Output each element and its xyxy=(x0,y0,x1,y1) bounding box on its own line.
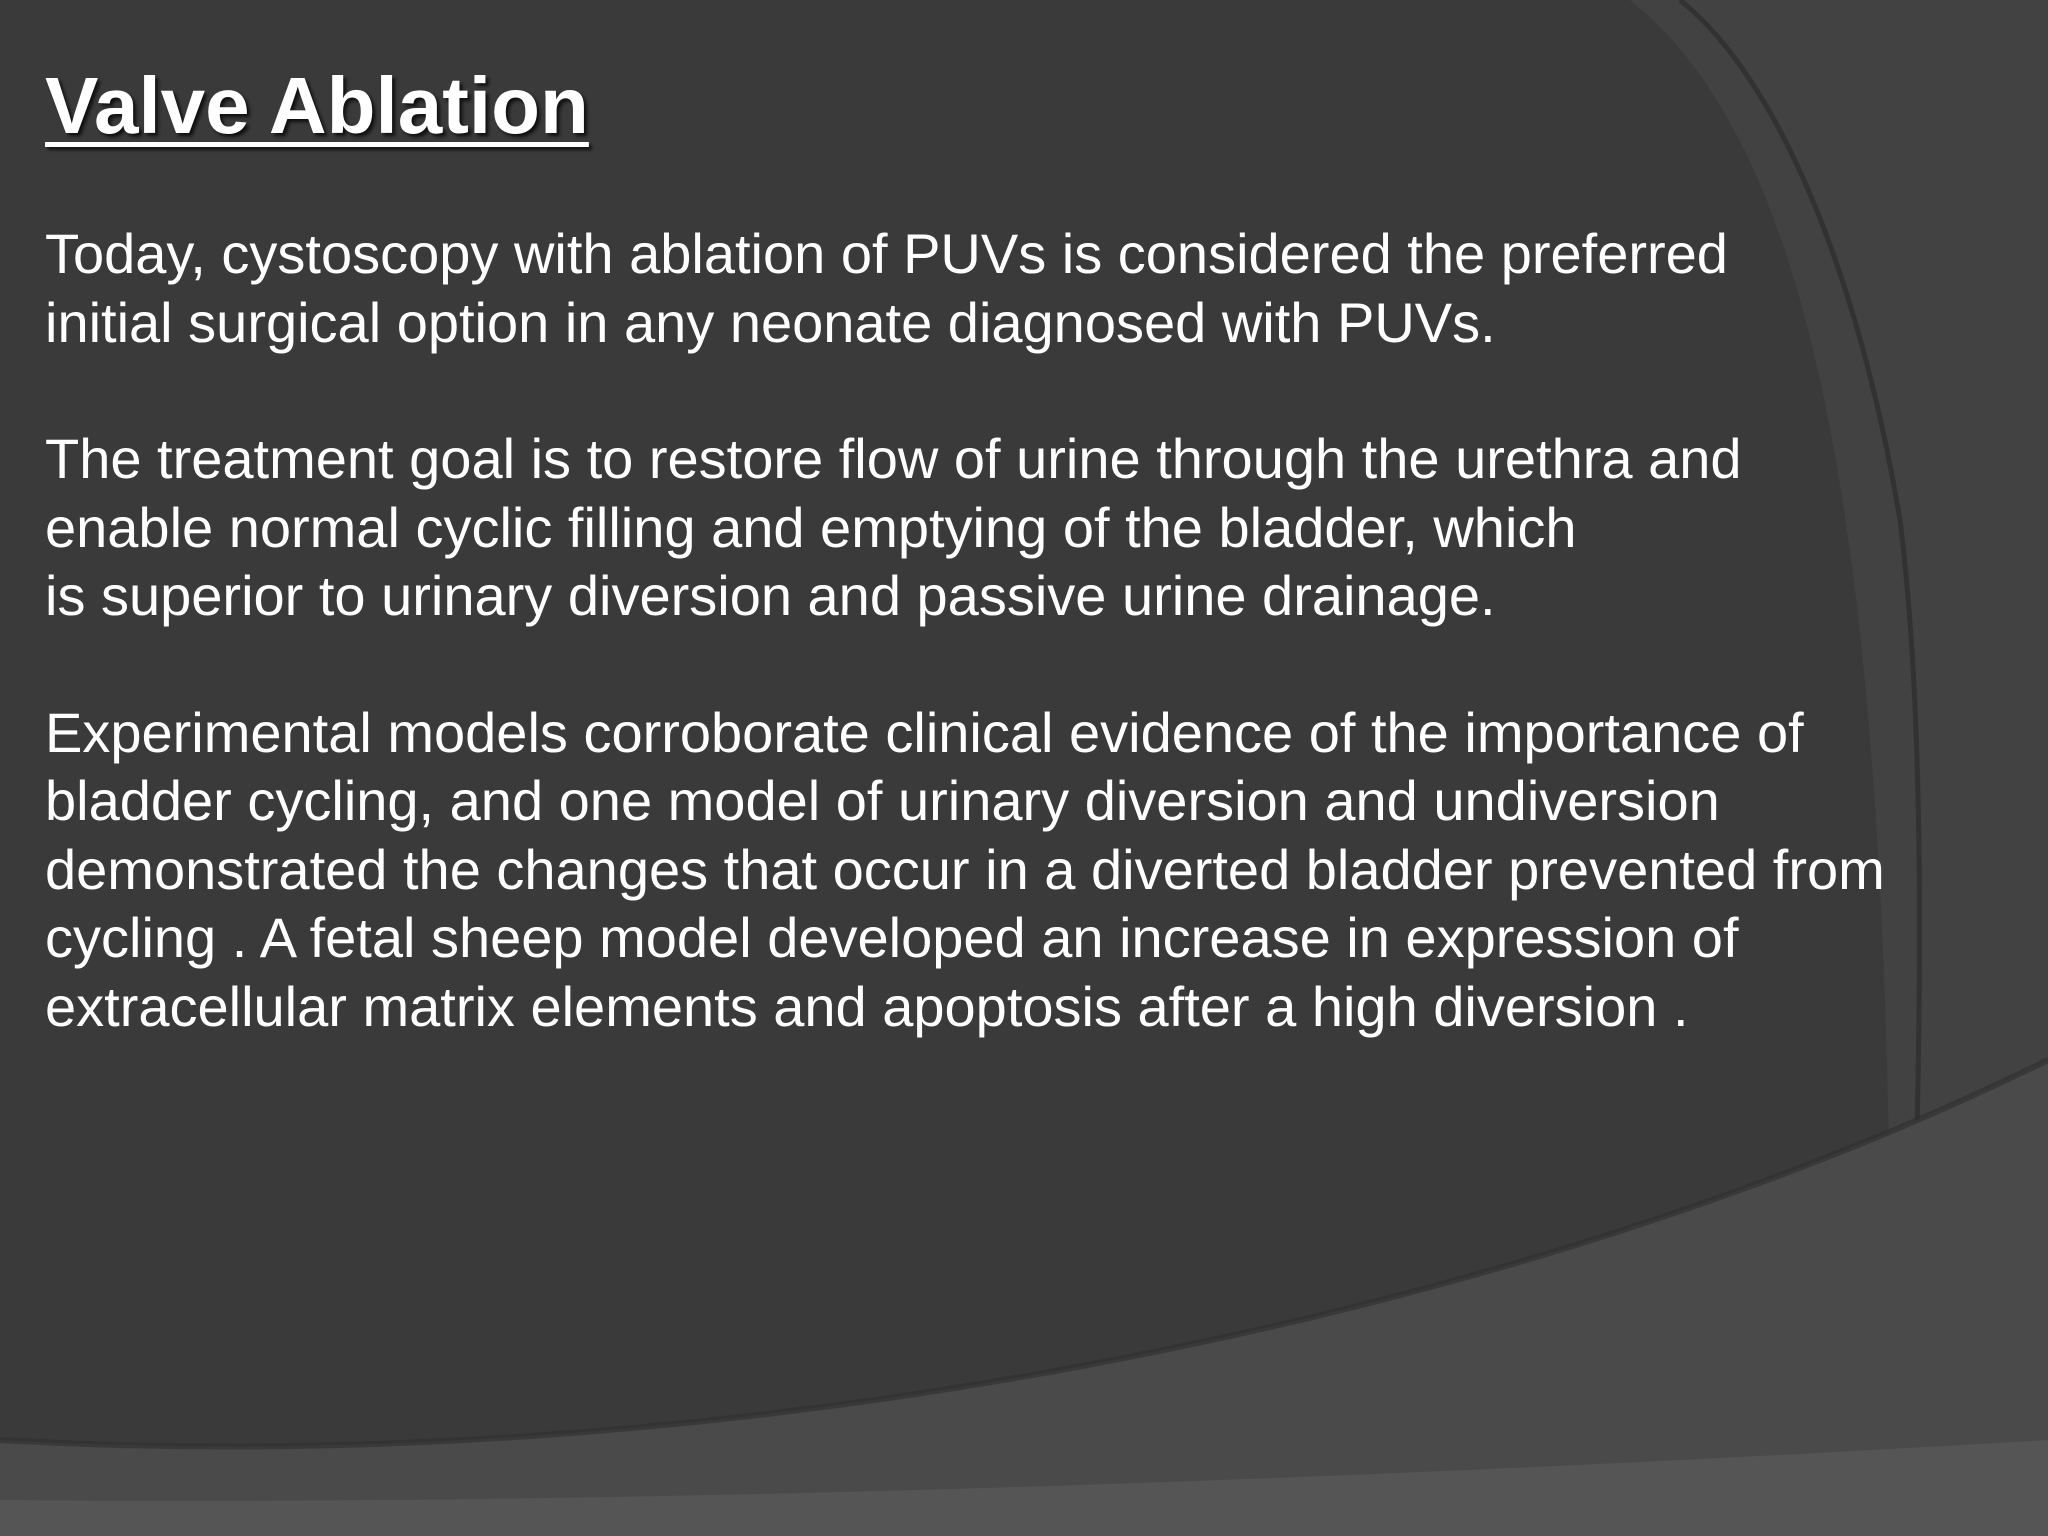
paragraph-preferred-option xyxy=(45,220,1945,357)
text-line: Experimental models corroborate clinical evidence of the importance of xyxy=(45,700,1804,764)
text-line: enable normal cyclic filling and emptying of the bladder, which xyxy=(45,495,1577,559)
slide-title: Valve Ablation xyxy=(45,61,589,150)
text-line: initial surgical option in any neonate diagnosed with PUVs. xyxy=(45,290,1496,354)
text-line: Today, cystoscopy with ablation of PUVs is considered the preferred xyxy=(45,222,1728,285)
text-line: bladder cycling, and one model of urinary diversion and undiversion xyxy=(45,769,1720,832)
paragraph-experimental-models xyxy=(45,699,1945,1042)
text-line: cycling . A fetal sheep model developed an increase in expression of xyxy=(45,906,1739,969)
text-line: The treatment goal is to restore flow of urine through the urethra and xyxy=(45,427,1742,490)
text-line: demonstrated the changes that occur in a diverted bladder prevented from xyxy=(45,837,1885,901)
text-line: is superior to urinary diversion and passive urine drainage. xyxy=(45,564,1496,627)
slide-body xyxy=(45,220,1945,1109)
paragraph-treatment-goal xyxy=(45,425,1945,631)
text-line: extracellular matrix elements and apoptosis after a high diversion . xyxy=(45,974,1689,1038)
